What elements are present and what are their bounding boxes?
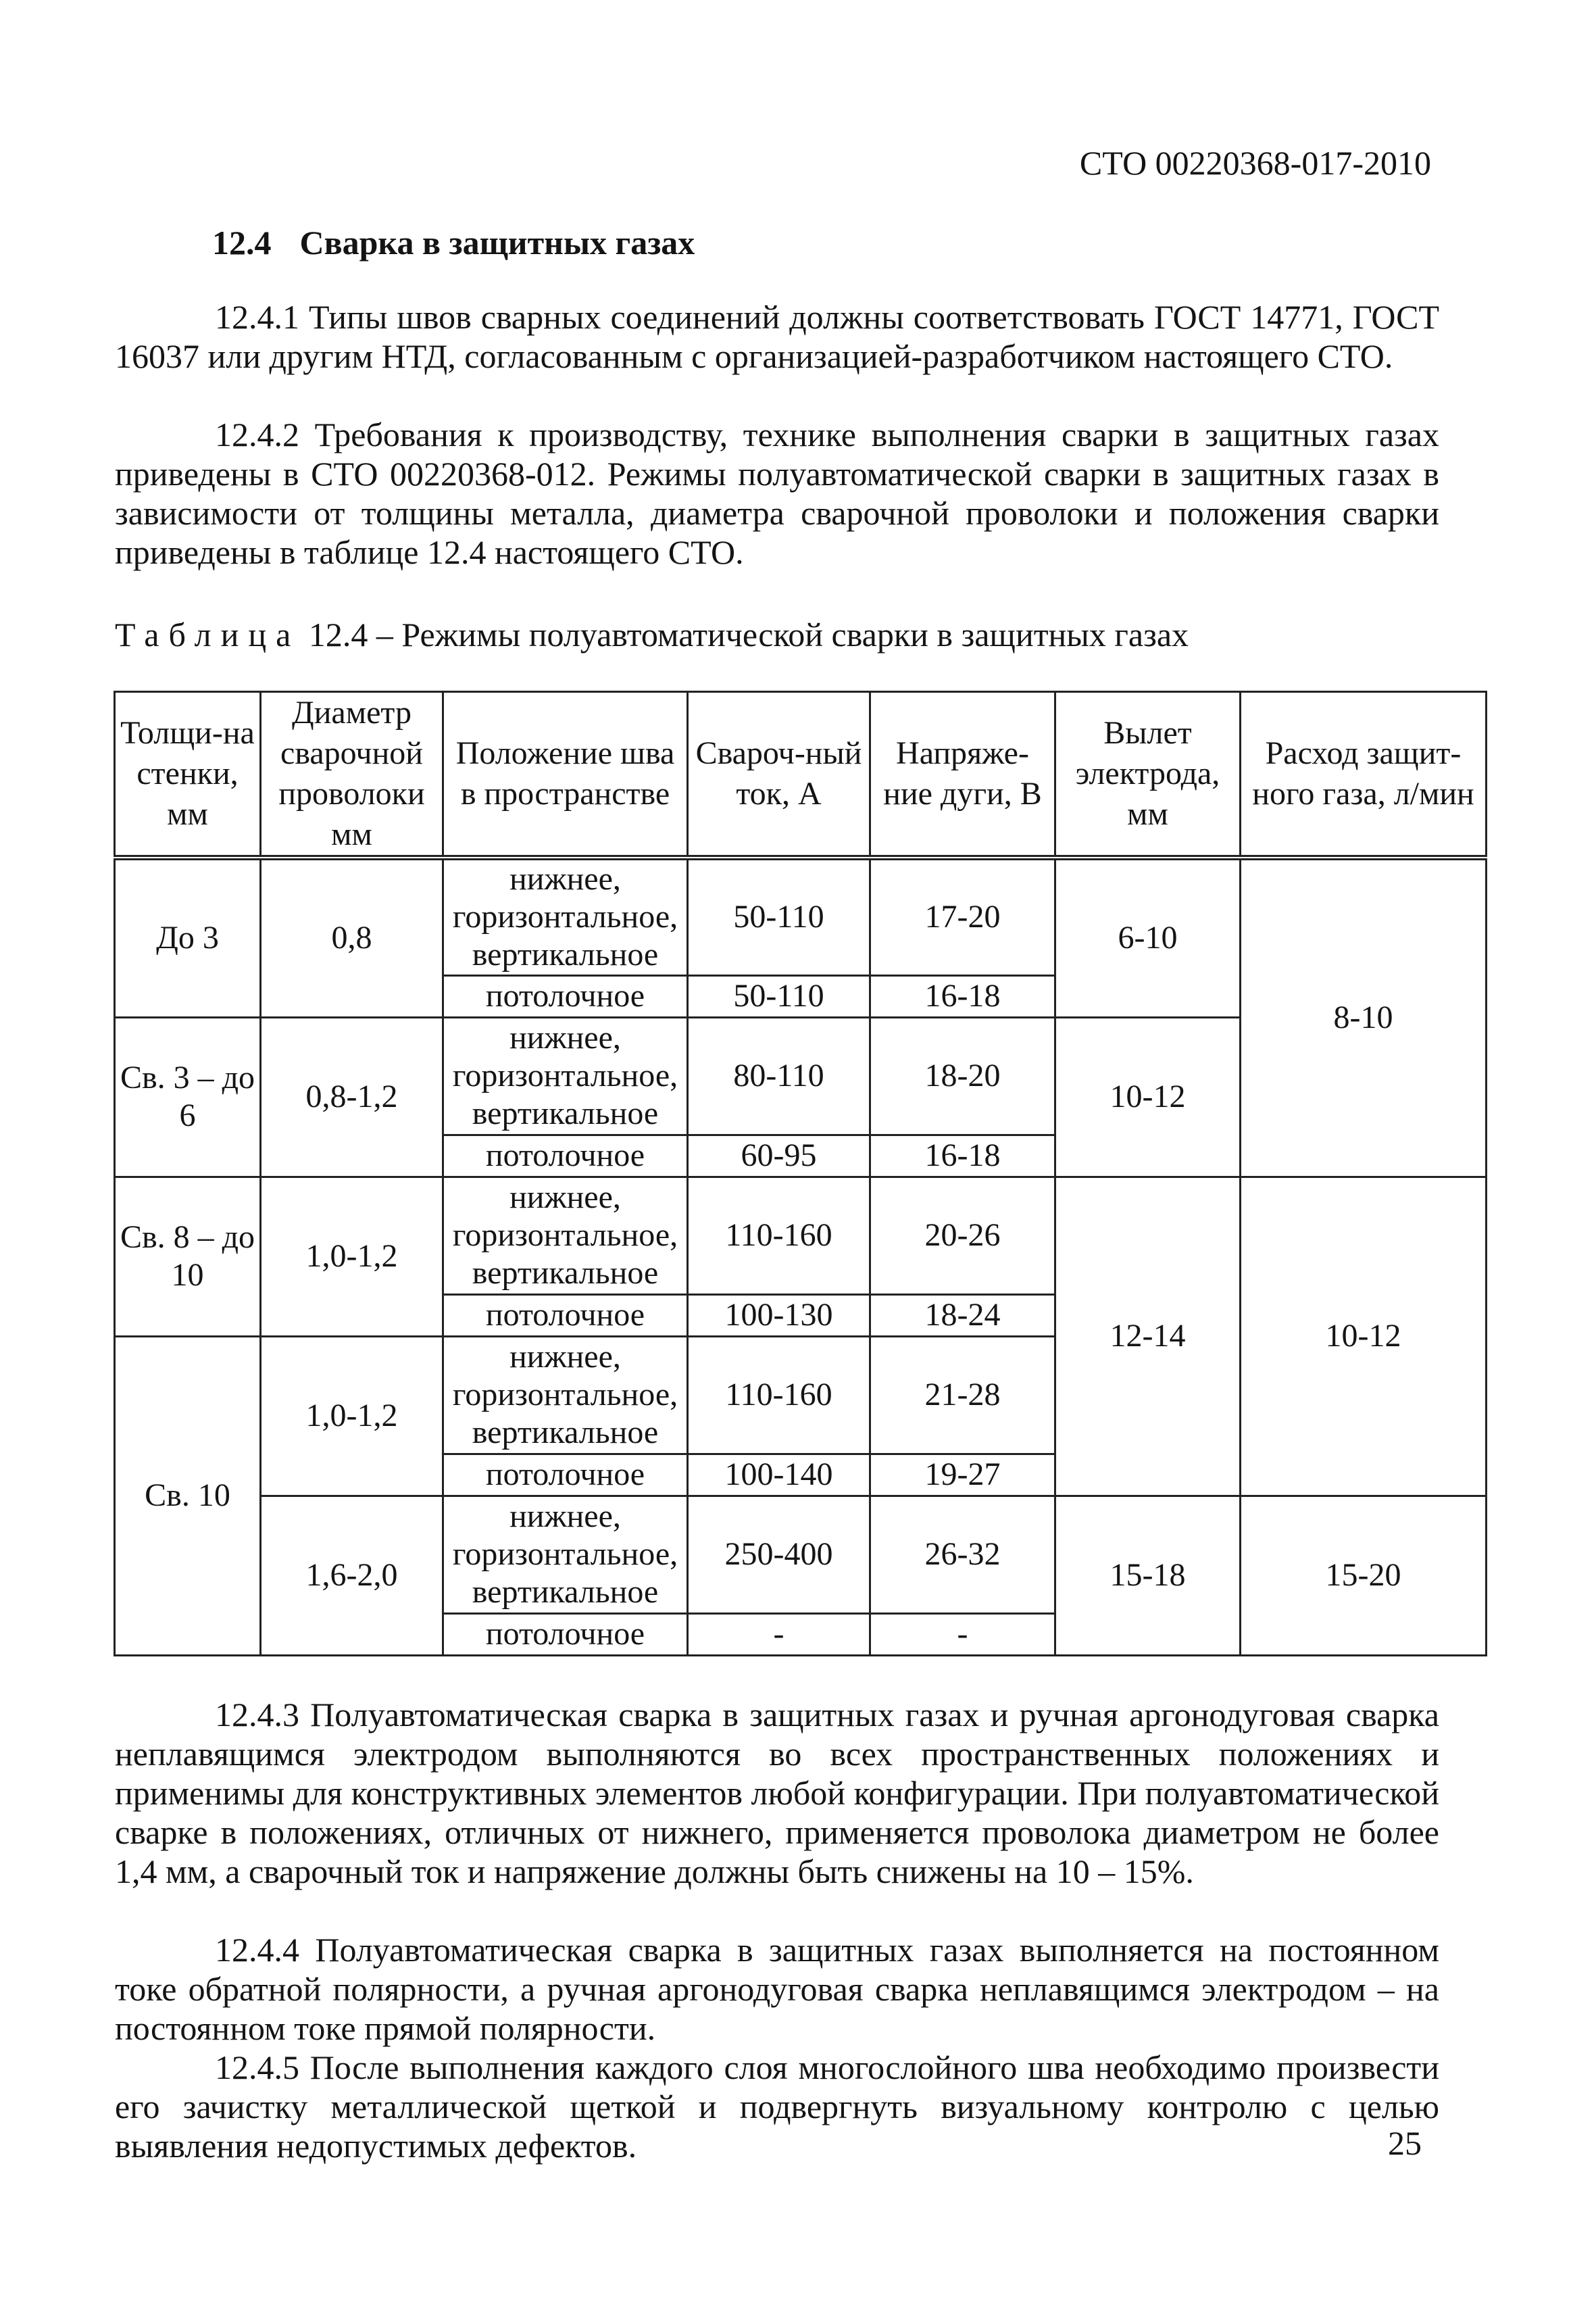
cell-position: потолочное [443, 1454, 688, 1496]
section-title-text: Сварка в защитных газах [299, 224, 695, 262]
cell-voltage: 18-20 [870, 1017, 1055, 1135]
header-voltage: Напряже-ние дуги, В [870, 692, 1055, 858]
table-header-row [115, 692, 1487, 858]
cell-position: потолочное [443, 1135, 688, 1177]
table-caption [115, 615, 1189, 654]
table-row [115, 1177, 1487, 1294]
cell-voltage: 20-26 [870, 1177, 1055, 1294]
cell-current: 100-140 [688, 1454, 870, 1496]
cell-position: потолочное [443, 1613, 688, 1655]
cell-thickness: Св. 8 – до 10 [115, 1177, 261, 1336]
page-number: 25 [1388, 2124, 1422, 2162]
header-gas-flow: Расход защит-ного газа, л/мин [1241, 692, 1487, 858]
cell-voltage: - [870, 1613, 1055, 1655]
cell-current: 110-160 [688, 1177, 870, 1294]
cell-voltage: 18-24 [870, 1294, 1055, 1336]
cell-stickout: 12-14 [1055, 1177, 1241, 1496]
header-wire-diameter: Диаметр сварочной проволоки мм [261, 692, 443, 858]
cell-wire: 0,8-1,2 [261, 1017, 443, 1177]
cell-wire: 0,8 [261, 858, 443, 1017]
cell-current: 110-160 [688, 1336, 870, 1454]
document-code: СТО 00220368-017-2010 [1079, 144, 1431, 182]
table-row [115, 858, 1487, 975]
table-caption-text: 12.4 – Режимы полуавтоматической сварки в защитных газах [308, 616, 1189, 654]
cell-current: 80-110 [688, 1017, 870, 1135]
cell-wire: 1,6-2,0 [261, 1496, 443, 1655]
cell-current: - [688, 1613, 870, 1655]
section-heading [212, 223, 695, 262]
cell-voltage: 16-18 [870, 975, 1055, 1017]
cell-position: нижнее, горизонтальное, вертикальное [443, 1177, 688, 1294]
cell-gas-flow: 10-12 [1241, 1177, 1487, 1496]
cell-voltage: 19-27 [870, 1454, 1055, 1496]
paragraph-12-4-1: 12.4.1 Типы швов сварных соединений должны соответствовать ГОСТ 14771, ГОСТ 16037 или другим НТД, согласованным с организацией-разработчиком настоящего СТО. [115, 298, 1439, 375]
cell-stickout: 10-12 [1055, 1017, 1241, 1177]
cell-position: потолочное [443, 1294, 688, 1336]
cell-voltage: 26-32 [870, 1496, 1055, 1613]
header-current: Свароч-ный ток, А [688, 692, 870, 858]
paragraph-12-4-2: 12.4.2 Требования к производству, технике выполнения сварки в защитных газах приведены в СТО 00220368-012. Режимы полуавтоматической сварки в защитных газах в зависимости от толщины металла, диаметра сварочной проволоки и положения сварки приведены в таблице 12.4 настоящего СТО. [115, 416, 1439, 571]
paragraph-12-4-4: 12.4.4 Полуавтоматическая сварка в защитных газах выполняется на постоянном токе обратной полярности, а ручная аргонодуговая сварка неплавящимся электродом – на постоянном токе прямой полярности. [115, 1931, 1439, 2047]
cell-current: 100-130 [688, 1294, 870, 1336]
header-thickness: Толщи-на стенки, мм [115, 692, 261, 858]
paragraph-12-4-3: 12.4.3 Полуавтоматическая сварка в защитных газах и ручная аргонодуговая сварка неплавящимся электродом выполняются во всех пространственных положениях и применимы для конструктивных элементов любой конфигурации. При полуавтоматической сварке в положениях, отличных от нижнего, применяется проволока диаметром не более 1,4 мм, а сварочный ток и напряжение должны быть снижены на 10 – 15%. [115, 1696, 1439, 1890]
cell-thickness: Св. 3 – до 6 [115, 1017, 261, 1177]
cell-current: 250-400 [688, 1496, 870, 1613]
cell-thickness: До 3 [115, 858, 261, 1017]
cell-gas-flow: 15-20 [1241, 1496, 1487, 1655]
cell-stickout: 15-18 [1055, 1496, 1241, 1655]
header-stickout: Вылет электрода, мм [1055, 692, 1241, 858]
welding-modes-table [114, 691, 1485, 1656]
cell-wire: 1,0-1,2 [261, 1177, 443, 1336]
cell-thickness: Св. 10 [115, 1336, 261, 1655]
cell-current: 50-110 [688, 975, 870, 1017]
cell-gas-flow: 8-10 [1241, 858, 1487, 1177]
cell-stickout: 6-10 [1055, 858, 1241, 1017]
cell-voltage: 21-28 [870, 1336, 1055, 1454]
table-row [115, 1496, 1487, 1613]
cell-position: нижнее, горизонтальное, вертикальное [443, 1336, 688, 1454]
cell-position: потолочное [443, 975, 688, 1017]
cell-position: нижнее, горизонтальное, вертикальное [443, 858, 688, 975]
cell-current: 50-110 [688, 858, 870, 975]
cell-position: нижнее, горизонтальное, вертикальное [443, 1496, 688, 1613]
cell-voltage: 16-18 [870, 1135, 1055, 1177]
table-caption-word: Таблица [115, 616, 301, 654]
cell-voltage: 17-20 [870, 858, 1055, 975]
cell-position: нижнее, горизонтальное, вертикальное [443, 1017, 688, 1135]
cell-current: 60-95 [688, 1135, 870, 1177]
section-number: 12.4 [212, 224, 272, 262]
header-position: Положение шва в пространстве [443, 692, 688, 858]
paragraph-12-4-5: 12.4.5 После выполнения каждого слоя многослойного шва необходимо произвести его зачистку металлической щеткой и подвергнуть визуальному контролю с целью выявления недопустимых дефектов. [115, 2048, 1439, 2165]
cell-wire: 1,0-1,2 [261, 1336, 443, 1496]
